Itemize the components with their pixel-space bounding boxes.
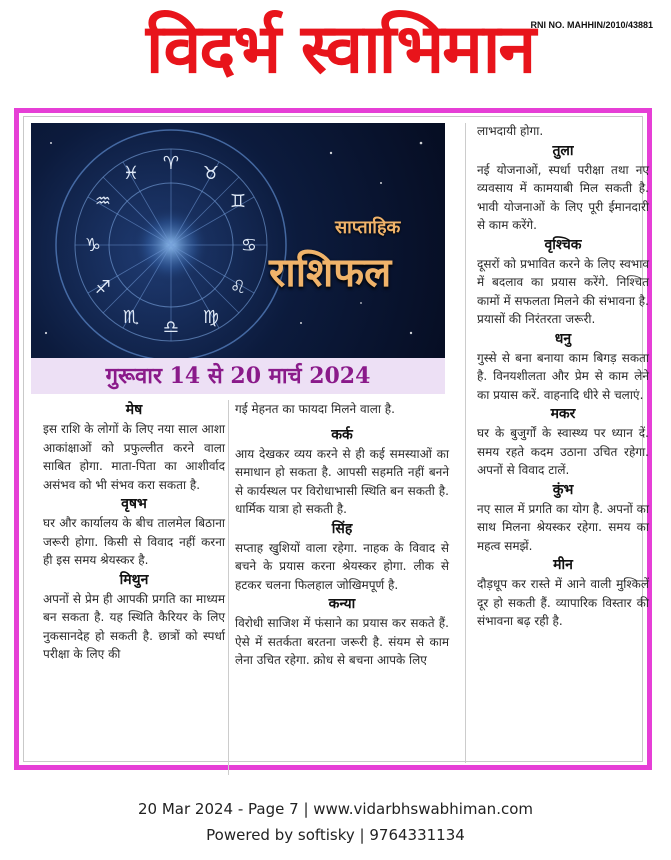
column-1	[43, 400, 225, 664]
text-kanya-continued: लाभदायी होगा.	[477, 124, 544, 138]
page-footer	[0, 796, 671, 848]
newspaper-logo: विदर्भ स्वाभिमान	[145, 10, 535, 89]
heading-makar: मकर	[550, 406, 576, 422]
footer-date-link[interactable]: 20 Mar 2024 - Page 7 | www.vidarbhswabhiman.com	[138, 800, 533, 818]
heading-mithun: मिथुन	[119, 571, 149, 588]
column-2	[235, 400, 449, 670]
heading-vrishchik: वृश्चिक	[544, 236, 582, 253]
heading-kark: कर्क	[331, 426, 353, 443]
text-makar: घर के बुजुर्गों के स्वास्थ्य पर ध्यान दें. समय रहते कदम उठाना उचित रहेगा. अपनों से विवाद टालें.	[477, 426, 649, 477]
heading-kumbh: कुंभ	[552, 481, 574, 498]
heading-dhanu: धनु	[554, 330, 572, 347]
svg-text:♎: ♎	[162, 317, 180, 338]
svg-text:♍: ♍	[202, 307, 220, 328]
rashifal-banner	[31, 123, 445, 358]
column-3	[477, 122, 649, 631]
svg-text:♌: ♌	[229, 277, 247, 298]
footer-powered-by: Powered by softisky | 9764331134	[206, 826, 465, 844]
text-kark: आय देखकर व्यय करने से ही कई समस्याओं का समाधान हो सकता है. आपसी सहमति नहीं बनने से कार्यस्थल पर विरोधाभासी स्थिति बन सकती है. धार्मिक यात्रा हो सकती है.	[235, 446, 449, 516]
heading-tula: तुला	[552, 142, 574, 159]
svg-text:♏: ♏	[122, 307, 140, 328]
text-vrishabh: घर और कार्यालय के बीच तालमेल बिठाना जरूरी होगा. किसी से विवाद नहीं करना ही इस समय श्रेयस्कर है.	[43, 516, 225, 567]
svg-text:♓: ♓	[122, 163, 140, 184]
article-frame	[14, 108, 652, 770]
column-divider	[465, 123, 466, 763]
heading-mesh: मेष	[125, 402, 143, 418]
text-meen: दौड़धूप कर रास्ते में आने वाली मुश्किलें दूर हो सकती हैं. व्यापारिक विस्तार की संभावना बढ़ रही है.	[477, 577, 649, 628]
svg-text:♒: ♒	[94, 191, 112, 212]
rni-number: RNI NO. MAHHIN/2010/43881	[530, 20, 653, 30]
date-range: गुरूवार 14 से 20 मार्च 2024	[31, 358, 445, 394]
svg-text:♉: ♉	[202, 163, 220, 184]
zodiac-wheel-icon	[31, 123, 445, 358]
text-vrishchik: दूसरों को प्रभावित करने के लिए स्वभाव में बदलाव का प्रयास करेंगे. निश्चित कामों में सफलता मिलने की संभावना है. प्रयासों की निरंतरता जरूरी.	[477, 256, 649, 326]
text-dhanu: गुस्से से बना बनाया काम बिगड़ सकता है. विनयशीलता और प्रेम से काम लेने का प्रयास करें. वाहनादि धीरे से चलाएं.	[477, 350, 649, 402]
svg-text:♑: ♑	[84, 235, 102, 256]
heading-meen: मीन	[553, 557, 573, 573]
text-mithun-continued: गई मेहनत का फायदा मिलने वाला है.	[235, 402, 395, 416]
text-mithun: अपनों से प्रेम ही आपकी प्रगति का माध्यम बन सकता है. यह स्थिति कैरियर के लिए नुकसानदेह हो सकती है. छात्रों को स्पर्धा परीक्षा के लिए की	[43, 591, 225, 661]
heading-singh: सिंह	[331, 520, 353, 537]
saptahik-label: साप्ताहिक	[335, 217, 401, 238]
svg-text:♊: ♊	[229, 191, 247, 212]
text-singh: सप्ताह खुशियों वाला रहेगा. नाहक के विवाद से बचने के प्रयास करना श्रेयस्कर होगा. लीक से हटकर चलना फिलहाल जोखिमपूर्ण है.	[235, 540, 449, 592]
heading-kanya: कन्या	[328, 596, 356, 612]
text-mesh: इस राशि के लोगों के लिए नया साल आशा आकांक्षाओं को प्रफुल्लीत करने वाला साबित होगा. माता-पिता का आशीर्वाद असंभव को भी संभव करा सकता है.	[43, 422, 225, 492]
masthead	[0, 0, 671, 104]
svg-text:♋: ♋	[240, 235, 258, 256]
text-kanya: विरोधी साजिश में फंसाने का प्रयास कर सकते हैं. ऐसे में सतर्कता बरतना जरूरी है. संयम से काम लेना उचित रहेगा. क्रोध से बचना आपके लिए	[235, 616, 449, 667]
column-divider	[228, 400, 229, 775]
text-kumbh: नए साल में प्रगति का योग है. अपनों का साथ मिलना श्रेयस्कर रहेगा. समय का महत्व समझें.	[477, 501, 649, 553]
svg-text:♐: ♐	[94, 277, 112, 298]
svg-text:♈: ♈	[162, 153, 180, 174]
text-tula: नई योजनाओं, स्पर्धा परीक्षा तथा नए व्यवसाय में कामयाबी मिल सकती है. भावी योजनाओं के लिए पूरी ईमानदारी से काम करेंगे.	[477, 162, 649, 232]
rashifal-title: राशिफल	[269, 250, 392, 296]
heading-vrishabh: वृषभ	[121, 496, 147, 512]
